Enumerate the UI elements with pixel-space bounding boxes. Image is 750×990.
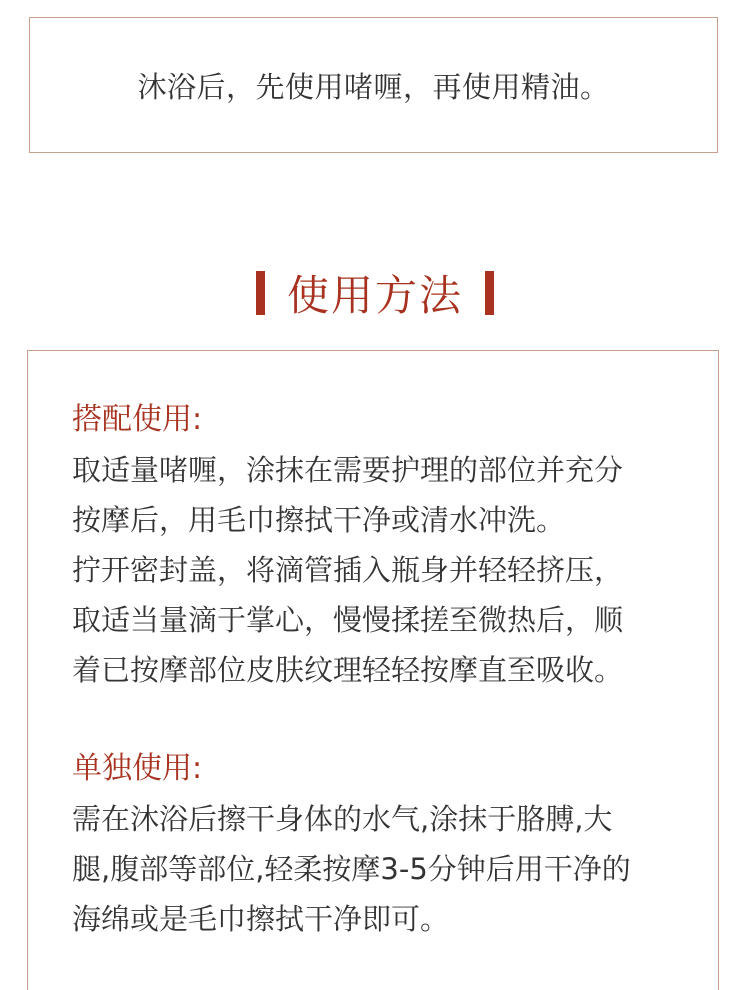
- intro-box: [29, 17, 718, 153]
- heading-bar-left: [256, 271, 265, 315]
- heading-bar-right: [485, 271, 494, 315]
- solo-use-line: 腿,腹部等部位,轻柔按摩3-5分钟后用干净的: [72, 852, 631, 886]
- paired-use-block: [72, 395, 702, 695]
- intro-text: 沐浴后，先使用啫喱，再使用精油。: [137, 69, 610, 104]
- paired-use-line: 拧开密封盖，将滴管插入瓶身并轻轻挤压，: [72, 553, 624, 587]
- solo-use-block: [72, 744, 702, 944]
- paired-use-line: 取适当量滴于掌心，慢慢揉搓至微热后，顺: [72, 603, 624, 637]
- paired-use-line: 着已按摩部位皮肤纹理轻轻按摩直至吸收。: [72, 653, 624, 687]
- paired-use-line: 按摩后，用毛巾擦拭干净或清水冲洗。: [72, 503, 566, 537]
- section-heading: [0, 258, 750, 328]
- solo-use-line: 需在沐浴后擦干身体的水气,涂抹于胳膊,大: [72, 802, 613, 836]
- section-title: 使用方法: [286, 271, 463, 320]
- solo-use-line: 海绵或是毛巾擦拭干净即可。: [72, 902, 450, 936]
- paired-use-title: 搭配使用:: [72, 402, 203, 437]
- usage-instructions-box: [27, 350, 719, 990]
- solo-use-title: 单独使用:: [72, 751, 203, 786]
- paired-use-line: 取适量啫喱，涂抹在需要护理的部位并充分: [72, 453, 624, 487]
